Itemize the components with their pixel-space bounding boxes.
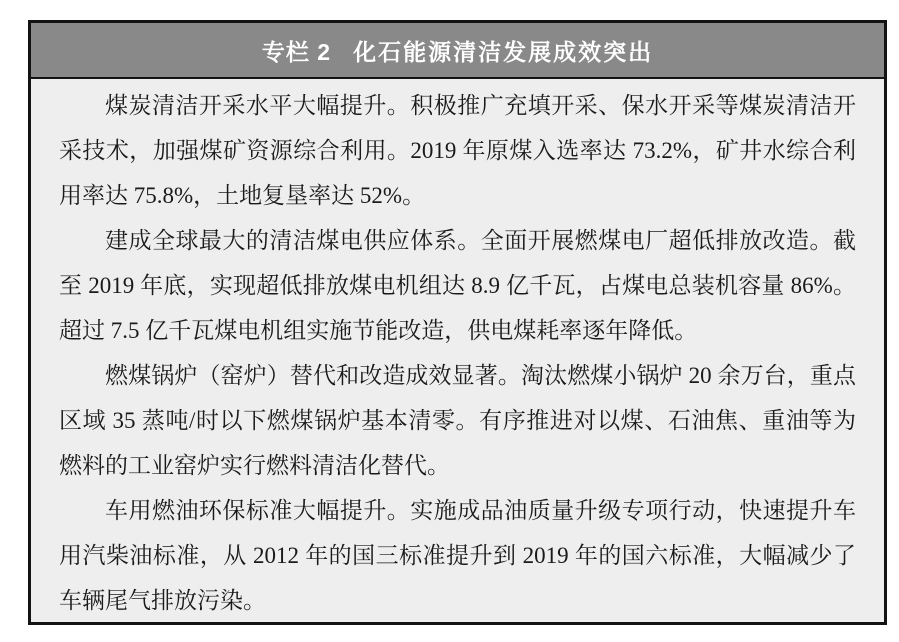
- column-number-label: 专栏 2: [261, 38, 332, 65]
- paragraph-coal-power: 建成全球最大的清洁煤电供应体系。全面开展燃煤电厂超低排放改造。截至 2019 年底，实现超低排放煤电机组达 8.9 亿千瓦，占煤电总装机容量 86%。超过 7.5 亿千瓦煤电机组实施节能改造，供电煤耗率逐年降低。: [59, 228, 856, 343]
- paragraph-vehicle-fuel: 车用燃油环保标准大幅提升。实施成品油质量升级专项行动，快速提升车用汽柴油标准，从 2012 年的国三标准提升到 2019 年的国六标准，大幅减少了车辆尾气排放污染。: [59, 498, 856, 613]
- column-box: [28, 20, 887, 625]
- column-box-header: [31, 23, 884, 79]
- paragraph-coal-boilers: 燃煤锅炉（窑炉）替代和改造成效显著。淘汰燃煤小锅炉 20 余万台，重点区域 35 蒸吨/时以下燃煤锅炉基本清零。有序推进对以煤、石油焦、重油等为燃料的工业窑炉实行燃料清洁化替代。: [59, 363, 856, 478]
- column-title: 化石能源清洁发展成效突出: [353, 38, 654, 65]
- column-box-body: [31, 79, 884, 623]
- paragraph-coal-mining: 煤炭清洁开采水平大幅提升。积极推广充填开采、保水开采等煤炭清洁开采技术，加强煤矿资源综合利用。2019 年原煤入选率达 73.2%，矿井水综合利用率达 75.8%，土地复垦率达 52%。: [59, 93, 856, 208]
